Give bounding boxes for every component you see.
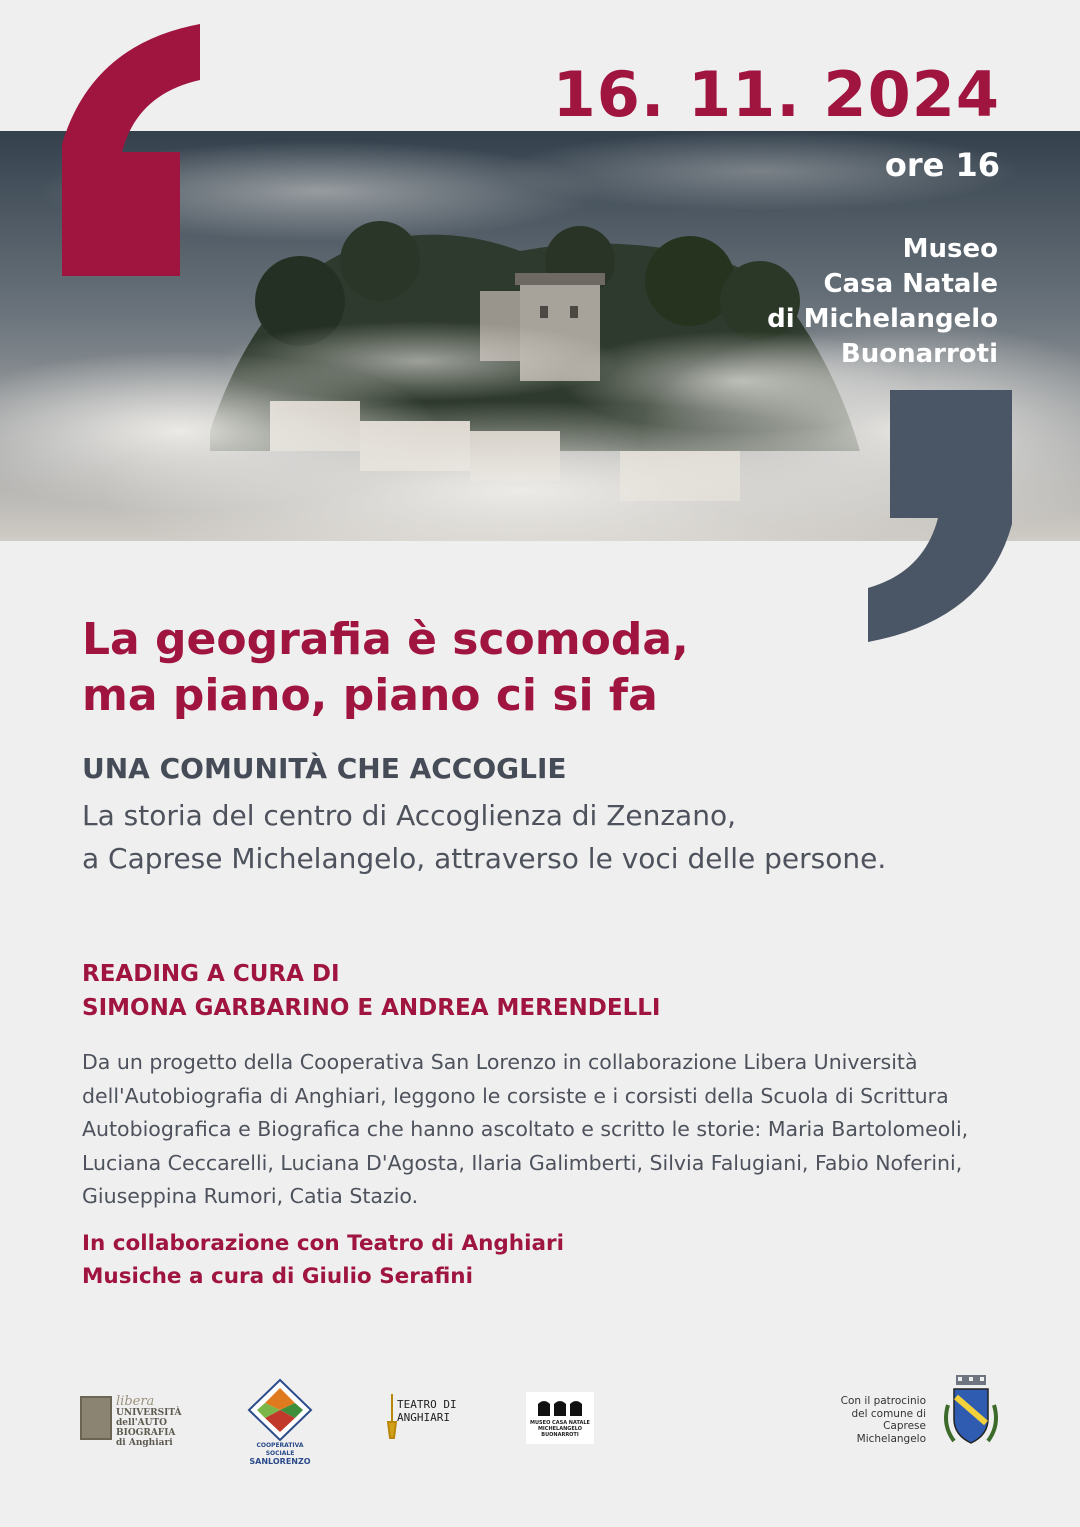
venue-line: Casa Natale: [823, 269, 998, 299]
logo-text-line: di Anghiari: [116, 1438, 173, 1448]
logo-text-line: BUONARROTI: [541, 1432, 579, 1438]
logo-text: [526, 1420, 594, 1438]
patronage-note: [820, 1395, 926, 1445]
lead-line: La storia del centro di Accoglienza di Zenzano,: [82, 799, 736, 832]
logo-text-line: COOPERATIVA SOCIALE: [256, 1442, 304, 1457]
close-quote-icon: [866, 390, 1016, 642]
teatro-anghiari-logo: [385, 1392, 465, 1444]
lead-line: a Caprese Michelangelo, attraverso le voci delle persone.: [82, 842, 887, 875]
credit-line: Musiche a cura di Giulio Serafini: [82, 1264, 473, 1289]
libera-universita-logo: [80, 1394, 190, 1448]
event-credits: [82, 1227, 564, 1293]
logo-text: [116, 1408, 182, 1448]
logo-caption: [245, 1442, 315, 1466]
event-date: 16. 11. 2024: [552, 58, 1000, 131]
venue-line: Buonarroti: [840, 339, 998, 369]
diamond-emblem-icon: [245, 1378, 315, 1442]
event-time: ore 16: [884, 146, 1000, 184]
logo-text-line: TEATRO DI: [397, 1398, 457, 1411]
logo-text-line: MUSEO CASA NATALE: [530, 1420, 590, 1426]
logo-text: [397, 1398, 457, 1424]
logo-text-line: UNIVERSITÀ: [116, 1408, 182, 1418]
museo-casa-natale-logo: [526, 1392, 594, 1444]
credit-line: In collaborazione con Teatro di Anghiari: [82, 1231, 564, 1256]
logo-text-line: SANLORENZO: [249, 1457, 311, 1466]
logo-text-line: MICHELANGELO: [537, 1426, 583, 1432]
event-title: [82, 612, 842, 724]
event-description: Da un progetto della Cooperativa San Lorenzo in collaborazione Libera Università dell'Autobiografia di Anghiari, leggono le corsiste e i corsisti della Scuola di Scrittura Autobiografica e Biografica che hanno ascoltato e scritto le storie: Maria Bartolomeoli, Luciana Ceccarelli, Luciana D'Agosta, Ilaria Galimberti, Silvia Falugiani, Fabio Noferini, Giuseppina Rumori, Catia Stazio.: [82, 1050, 969, 1208]
patronage-line: Michelangelo: [856, 1432, 926, 1445]
title-line: La geografia è scomoda,: [82, 614, 689, 665]
reading-line: SIMONA GARBARINO E ANDREA MERENDELLI: [82, 995, 661, 1021]
event-lead: [82, 794, 1042, 880]
venue-line: Museo: [902, 234, 998, 264]
patronage-line: Con il patrocinio: [840, 1395, 926, 1407]
cooperativa-sanlorenzo-logo: [245, 1378, 315, 1466]
reading-heading: [82, 957, 660, 1025]
patronage-line: Caprese: [883, 1420, 926, 1432]
logo-text: libera: [116, 1394, 155, 1409]
patronage-line: del comune di: [851, 1407, 926, 1420]
open-quote-icon: [52, 24, 202, 278]
portrait-stamp-icon: [80, 1396, 112, 1440]
logo-text-line: BIOGRAFIA: [116, 1428, 176, 1438]
title-line: ma piano, piano ci si fa: [82, 670, 658, 721]
logo-text-line: ANGHIARI: [397, 1411, 450, 1424]
arches-icon: [538, 1398, 582, 1416]
venue-line: di Michelangelo: [767, 304, 998, 334]
comune-coat-of-arms-icon: [940, 1375, 1002, 1453]
event-subtitle: UNA COMUNITÀ CHE ACCOGLIE: [82, 752, 567, 785]
event-venue: [678, 232, 998, 372]
logo-text-line: dell'AUTO: [116, 1418, 167, 1428]
reading-line: READING A CURA DI: [82, 961, 340, 987]
